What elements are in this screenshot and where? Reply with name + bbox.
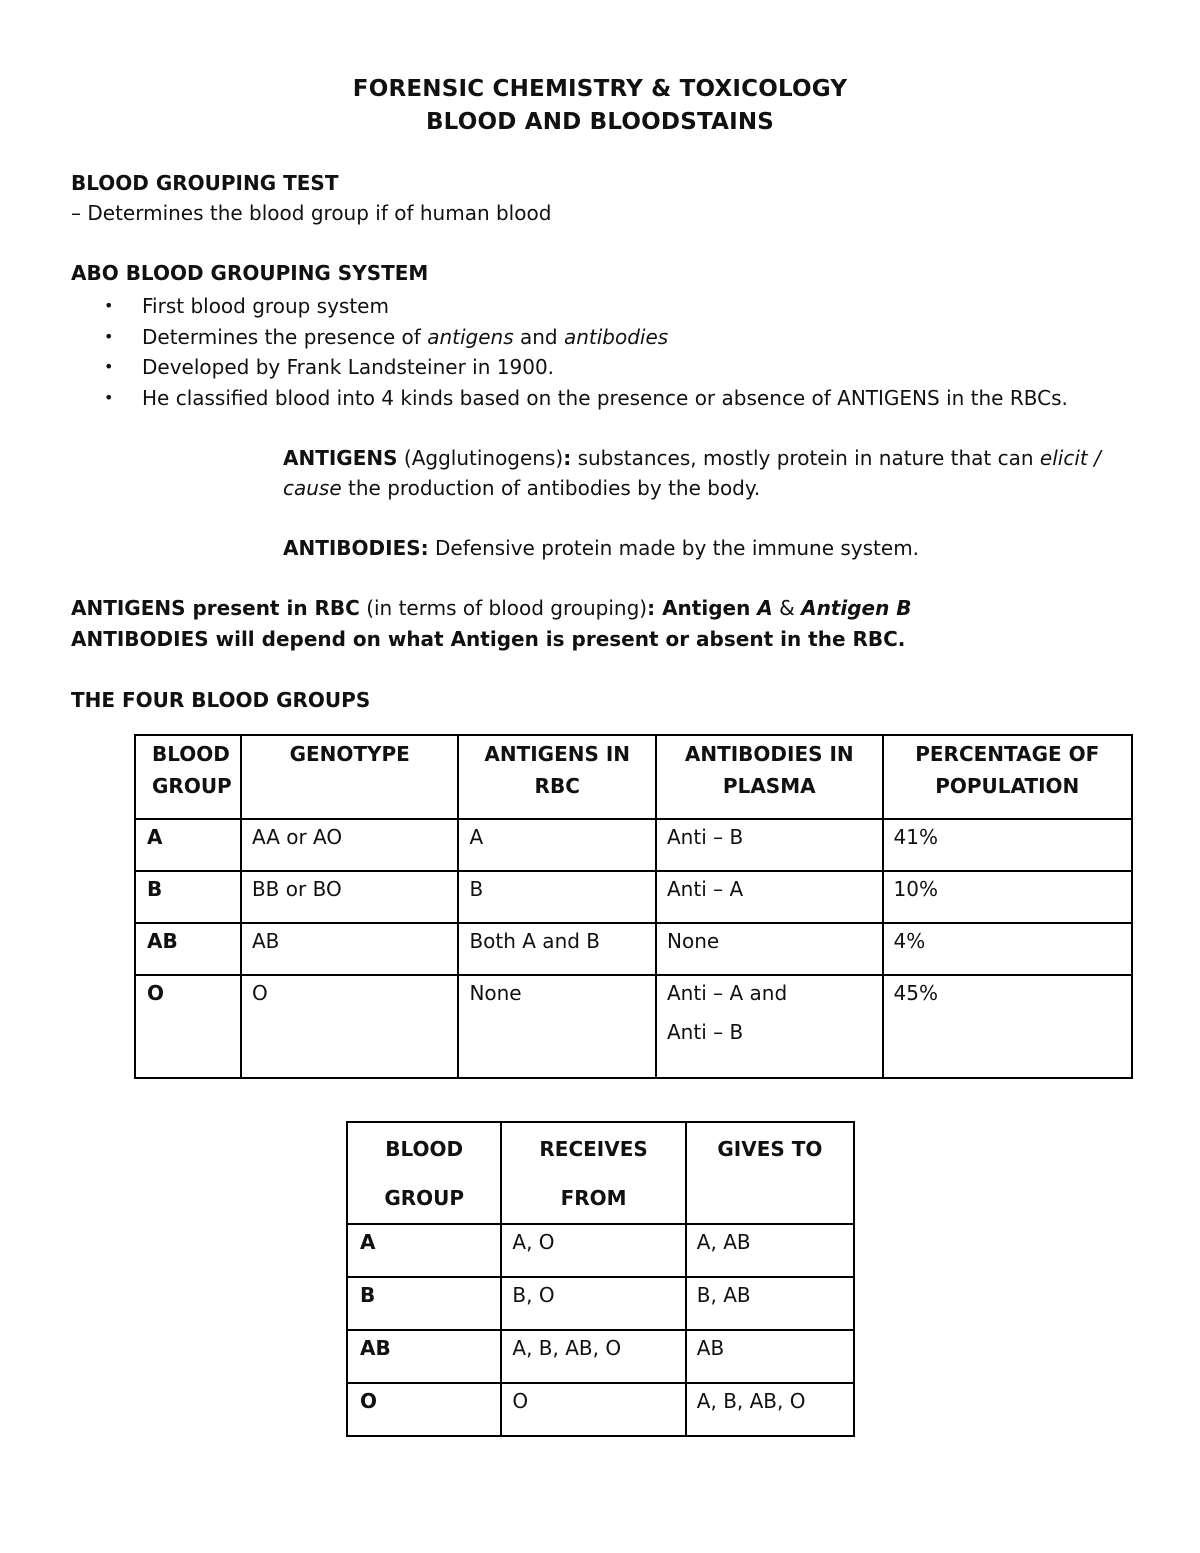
- abo-heading: ABO BLOOD GROUPING SYSTEM: [71, 261, 429, 285]
- cell-antigens: None: [458, 975, 656, 1078]
- header-blood-group: [347, 1122, 501, 1224]
- antibodies-term: ANTIBODIES:: [283, 536, 429, 560]
- antigens-term: ANTIGENS: [283, 446, 398, 470]
- grouping-test-heading: BLOOD GROUPING TEST: [71, 171, 339, 195]
- list-item: [104, 322, 1068, 353]
- cell-gives: B, AB: [686, 1277, 854, 1330]
- cell-antigens: Both A and B: [458, 923, 656, 975]
- header-text: PERCENTAGE OF: [915, 742, 1100, 766]
- four-blood-groups-table: [134, 734, 1133, 1079]
- antigens-emphasis: elicit / cause: [283, 446, 1101, 500]
- header-text: PLASMA: [722, 774, 816, 798]
- antibodies-definition: [283, 533, 1143, 563]
- list-item: [104, 383, 1068, 414]
- table-header-row: [135, 735, 1132, 819]
- list-item: [104, 352, 1068, 383]
- cell-group: AB: [347, 1330, 501, 1383]
- bullet-icon: •: [104, 326, 114, 346]
- bullet-icon: •: [104, 387, 114, 407]
- cell-group: O: [135, 975, 241, 1078]
- table-row: [135, 975, 1132, 1078]
- cell-genotype: AB: [241, 923, 458, 975]
- header-text: GENOTYPE: [289, 742, 410, 766]
- header-text: ANTIGENS IN: [484, 742, 631, 766]
- header-text: ANTIBODIES IN: [684, 742, 854, 766]
- rbc-antigens-line: [71, 594, 912, 622]
- table-row: [135, 923, 1132, 975]
- cell-receives: O: [501, 1383, 685, 1436]
- compatibility-table: [346, 1121, 855, 1437]
- rbc-antigen-a: A: [757, 596, 773, 620]
- header-text: FROM: [560, 1186, 627, 1210]
- header-gives-to: [686, 1122, 854, 1224]
- bullet-text: He classified blood into 4 kinds based on the presence or absence of ANTIGENS in the RBCs.: [142, 385, 1068, 410]
- bullet-icon: •: [104, 296, 114, 315]
- header-text: GROUP: [152, 774, 232, 798]
- cell-receives: A, O: [501, 1224, 685, 1277]
- header-genotype: [241, 735, 458, 819]
- bullet-text: Determines the presence of: [142, 324, 428, 349]
- table-row: [135, 819, 1132, 871]
- table-row: [347, 1330, 854, 1383]
- cell-percentage: 10%: [883, 871, 1132, 923]
- rbc-antigen-b: Antigen B: [801, 596, 912, 620]
- header-text: BLOOD: [385, 1137, 464, 1161]
- cell-text: Anti – A and: [667, 981, 788, 1005]
- header-antigens: [458, 735, 656, 819]
- antigens-paren: (Agglutinogens): [397, 446, 564, 470]
- antigens-definition: [283, 443, 1143, 503]
- header-text: GIVES TO: [717, 1137, 823, 1161]
- table-row: [347, 1224, 854, 1277]
- antibodies-text: Defensive protein made by the immune system.: [428, 536, 920, 560]
- bullet-text: Developed by Frank Landsteiner in 1900.: [142, 355, 555, 379]
- cell-gives: A, B, AB, O: [686, 1383, 854, 1436]
- header-text: POPULATION: [935, 774, 1080, 798]
- cell-genotype: AA or AO: [241, 819, 458, 871]
- cell-group: B: [135, 871, 241, 923]
- bullet-emphasis: antigens: [427, 324, 514, 349]
- bullet-text: and: [513, 324, 564, 349]
- cell-gives: AB: [686, 1330, 854, 1383]
- header-text: BLOOD: [152, 742, 230, 766]
- cell-genotype: O: [241, 975, 458, 1078]
- four-groups-heading: THE FOUR BLOOD GROUPS: [71, 688, 371, 712]
- antigens-tail: the production of antibodies by the body.: [341, 476, 761, 500]
- cell-antigens: A: [458, 819, 656, 871]
- header-receives-from: [501, 1122, 685, 1224]
- cell-receives: B, O: [501, 1277, 685, 1330]
- rbc-colon: :: [647, 596, 663, 620]
- rbc-antigen: Antigen: [662, 596, 758, 620]
- header-blood-group: [135, 735, 241, 819]
- cell-text: Anti – B: [667, 1020, 744, 1044]
- cell-group: B: [347, 1277, 501, 1330]
- bullet-icon: •: [104, 357, 114, 376]
- header-text: RBC: [534, 774, 580, 798]
- bullet-emphasis: antibodies: [563, 324, 669, 349]
- table-header-row: [347, 1122, 854, 1224]
- cell-receives: A, B, AB, O: [501, 1330, 685, 1383]
- cell-percentage: 41%: [883, 819, 1132, 871]
- cell-gives: A, AB: [686, 1224, 854, 1277]
- abo-bullet-list: [104, 291, 1068, 413]
- table-row: [347, 1383, 854, 1436]
- cell-group: AB: [135, 923, 241, 975]
- doc-title: FORENSIC CHEMISTRY & TOXICOLOGY: [352, 76, 848, 102]
- cell-group: O: [347, 1383, 501, 1436]
- header-antibodies: [656, 735, 883, 819]
- cell-group: A: [135, 819, 241, 871]
- antigens-colon: :: [563, 446, 572, 470]
- antigens-text: substances, mostly protein in nature that can: [571, 446, 1040, 470]
- cell-antibodies: Anti – B: [656, 819, 883, 871]
- cell-antibodies: [656, 975, 883, 1078]
- cell-antibodies: Anti – A: [656, 871, 883, 923]
- bullet-text: First blood group system: [142, 294, 389, 318]
- rbc-antibodies-line: ANTIBODIES will depend on what Antigen is present or absent in the RBC.: [71, 627, 906, 651]
- rbc-mid: (in terms of blood grouping): [359, 596, 648, 620]
- header-percentage: [883, 735, 1132, 819]
- rbc-amp: &: [772, 596, 802, 620]
- header-text: RECEIVES: [539, 1137, 648, 1161]
- cell-antigens: B: [458, 871, 656, 923]
- cell-antibodies: None: [656, 923, 883, 975]
- cell-percentage: 4%: [883, 923, 1132, 975]
- header-text: GROUP: [384, 1186, 465, 1210]
- rbc-bold: ANTIGENS present in RBC: [71, 596, 360, 620]
- grouping-test-text: – Determines the blood group if of human blood: [71, 201, 552, 225]
- cell-genotype: BB or BO: [241, 871, 458, 923]
- cell-percentage: 45%: [883, 975, 1132, 1078]
- list-item: [104, 291, 1068, 322]
- cell-group: A: [347, 1224, 501, 1277]
- table-row: [347, 1277, 854, 1330]
- doc-subtitle: BLOOD AND BLOODSTAINS: [425, 109, 775, 135]
- table-row: [135, 871, 1132, 923]
